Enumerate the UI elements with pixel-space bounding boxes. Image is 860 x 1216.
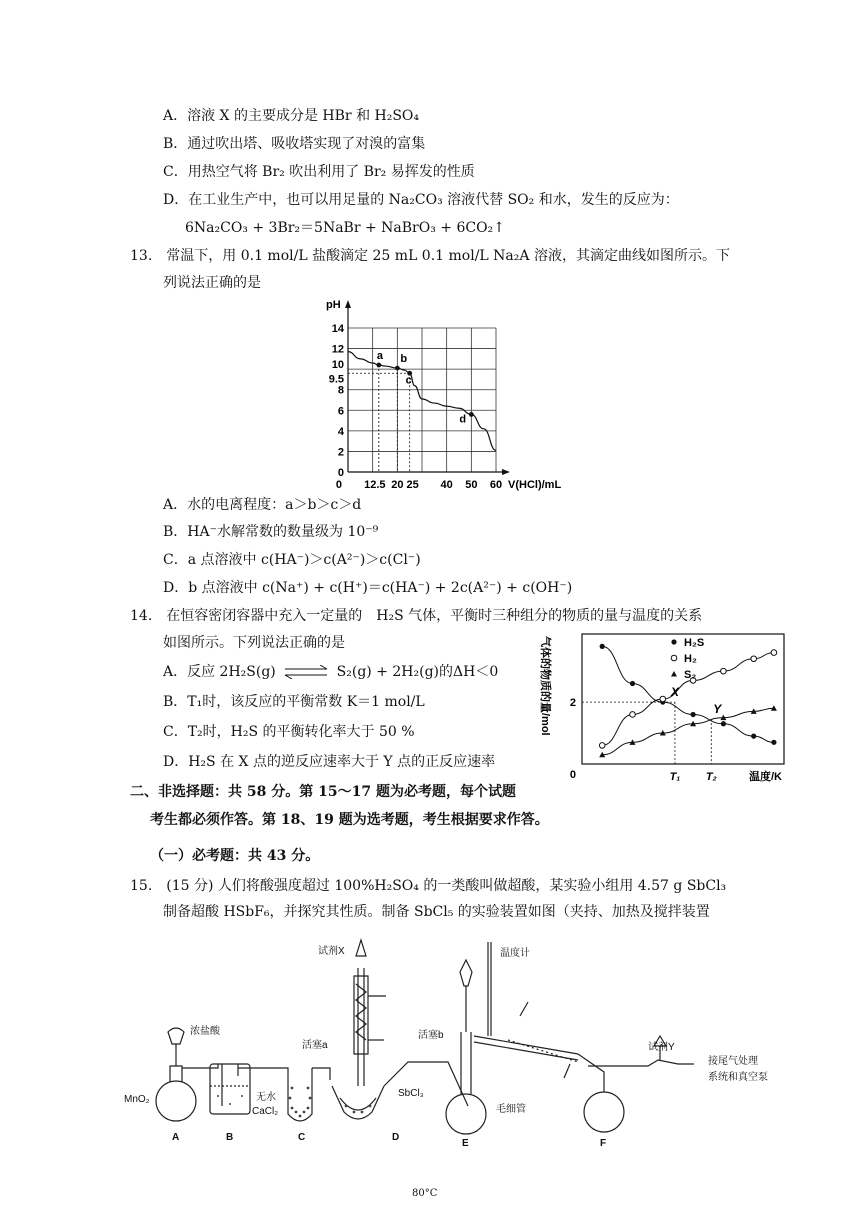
- gas-marker-h2: [599, 743, 605, 749]
- ph-point-b: [395, 366, 400, 371]
- q12-option-a: A．溶液 X 的主要成分是 HBr 和 H₂SO₄: [163, 108, 420, 124]
- gas-marker-h2s: [721, 721, 726, 726]
- ph-y-tick-label: 12: [331, 343, 344, 356]
- ph-point-label-a: a: [376, 350, 383, 363]
- gas-chart-legend: [671, 637, 704, 681]
- label-reagent-y: 试剂Y: [648, 1042, 675, 1053]
- gas-point-label-y: Y: [713, 702, 722, 717]
- q13-option-d: D．b 点溶液中 c(Na⁺) + c(H⁺)＝c(HA⁻) + 2c(A²⁻) + c(OH⁻): [163, 580, 573, 596]
- q13-option-b: B．HA⁻水解常数的数量级为 10⁻⁹: [163, 524, 379, 540]
- gas-x-tick-t1: T₁: [669, 771, 681, 783]
- q14-option-a-right: S₂(g) + 2H₂(g)的ΔH＜0: [336, 664, 499, 680]
- label-thermometer: 温度计: [500, 948, 530, 959]
- ph-y-tick-label: 6: [337, 405, 344, 418]
- ph-y-axis-arrow: [345, 300, 351, 308]
- q14-option-a: [163, 662, 498, 682]
- gas-marker-h2: [751, 656, 757, 662]
- q14-option-a-left: A．反应 2H₂S(g): [163, 664, 276, 680]
- label-cacl2: CaCl₂: [252, 1106, 279, 1117]
- ph-origin-label: 0: [335, 479, 342, 491]
- q15-stem-line1: 15. (15 分) 人们将酸强度超过 100%H₂SO₄ 的一类酸叫做超酸，某实验小组用 4.57 g SbCl₃: [130, 878, 727, 894]
- gas-origin-label: 0: [569, 769, 576, 781]
- ph-point-label-d: d: [459, 413, 467, 426]
- ph-point-d: [469, 412, 474, 417]
- label-valve-b: 活塞b: [418, 1030, 444, 1041]
- label-valve-a: 活塞a: [302, 1040, 328, 1051]
- section2-heading-line2: 考生都必须作答。第 18、19 题为选考题，考生根据要求作答。: [150, 812, 549, 828]
- label-e: E: [462, 1138, 469, 1146]
- ph-y-axis-label: pH: [326, 299, 341, 311]
- gas-legend-label: S₂: [684, 669, 697, 681]
- equilibrium-arrow-icon: [282, 665, 330, 679]
- apparatus-diagram: [118, 936, 808, 1146]
- label-c: C: [298, 1132, 306, 1143]
- ph-x-tick-label: 12.5: [364, 479, 386, 491]
- ph-x-tick-label: 20: [391, 479, 404, 491]
- gas-marker-h2: [721, 668, 727, 674]
- gas-marker-h2: [660, 696, 666, 702]
- footer-text: 80°C: [412, 1188, 438, 1199]
- gas-chart-labels: [539, 636, 782, 783]
- label-a: A: [172, 1132, 180, 1143]
- ph-y-tick-label: 8: [337, 384, 344, 397]
- ph-point-label-c: c: [405, 374, 412, 387]
- ph-x-axis-arrow: [502, 469, 510, 475]
- label-b: B: [226, 1132, 234, 1143]
- ph-y-tick-label: 9.5: [328, 373, 344, 386]
- ph-y-tick-label: 14: [331, 323, 344, 335]
- label-mno2: MnO₂: [124, 1094, 150, 1105]
- label-tail-line1: 接尾气处理: [708, 1056, 758, 1067]
- gas-x-tick-t2: T₂: [705, 771, 717, 783]
- gas-legend-label: H₂: [684, 653, 697, 665]
- apparatus-a: [156, 1028, 218, 1121]
- gas-legend-marker: [671, 655, 677, 661]
- q12-option-b: B．通过吹出塔、吸收塔实现了对溴的富集: [163, 136, 426, 152]
- apparatus-c: [288, 1068, 330, 1121]
- gas-marker-h2s: [751, 734, 756, 739]
- label-tail-line2: 系统和真空泵: [708, 1072, 768, 1083]
- ph-point-a: [376, 363, 381, 368]
- q14-option-b: B．T₁时，该反应的平衡常数 K＝1 mol/L: [163, 694, 425, 710]
- section2-heading-line1: 二、非选择题：共 58 分。第 15～17 题为必考题，每个试题: [130, 784, 516, 800]
- ph-x-axis-label: V(HCl)/mL: [508, 479, 562, 491]
- q14-option-c: C．T₂时，H₂S 的平衡转化率大于 50 %: [163, 724, 415, 740]
- gas-x-axis-label: 温度/K: [749, 771, 782, 783]
- gas-series-line: [602, 653, 774, 746]
- ph-y-tick-label: 4: [337, 425, 344, 438]
- gas-amount-temperature-chart: [520, 630, 790, 790]
- ph-chart-axes: [345, 300, 510, 475]
- ph-y-tick-label: 0: [337, 467, 344, 479]
- label-anhydrous: 无水: [256, 1092, 276, 1103]
- q12-option-c: C．用热空气将 Br₂ 吹出利用了 Br₂ 易挥发的性质: [163, 164, 475, 180]
- label-f: F: [600, 1138, 607, 1146]
- ph-chart-points: [348, 350, 474, 472]
- q13-stem-line1: 13. 常温下，用 0.1 mol/L 盐酸滴定 25 mL 0.1 mol/L Na₂A 溶液，其滴定曲线如图所示。下: [130, 248, 730, 264]
- q14-stem-line2: 如图所示。下列说法正确的是: [163, 635, 345, 651]
- label-sbcl3: SbCl₃: [398, 1088, 424, 1099]
- ph-y-tick-label: 2: [337, 446, 344, 459]
- label-d: D: [392, 1132, 400, 1143]
- ph-x-tick-label: 50: [465, 479, 478, 491]
- ph-chart-grid: [348, 328, 496, 472]
- ph-x-tick-label: 40: [440, 479, 453, 491]
- gas-marker-h2: [771, 650, 777, 656]
- label-reagent-x: 试剂X: [318, 946, 345, 957]
- gas-y-axis-label: 气体的物质的量/mol: [539, 636, 551, 736]
- ph-titration-chart: [316, 294, 586, 496]
- gas-point-label-x: X: [670, 685, 679, 700]
- ph-x-tick-label: 60: [489, 479, 503, 491]
- gas-legend-label: H₂S: [684, 637, 705, 649]
- q13-stem-line2: 列说法正确的是: [163, 275, 261, 291]
- q14-option-d: D．H₂S 在 X 点的逆反应速率大于 Y 点的正反应速率: [163, 754, 496, 770]
- q13-option-c: C．a 点溶液中 c(HA⁻)＞c(A²⁻)＞c(Cl⁻): [163, 552, 421, 568]
- gas-marker-h2s: [771, 740, 776, 745]
- gas-marker-h2s: [600, 644, 605, 649]
- apparatus-f: [578, 1036, 694, 1132]
- ph-point-label-b: b: [400, 353, 408, 366]
- ph-y-tick-label: 10: [331, 359, 344, 372]
- q13-option-a: A．水的电离程度：a＞b＞c＞d: [163, 497, 362, 513]
- label-conc-hcl: 浓盐酸: [190, 1026, 220, 1037]
- q15-stem-line2: 制备超酸 HSbF₆，并探究其性质。制备 SbCl₅ 的实验装置如图（夹持、加热及搅拌装置: [163, 904, 710, 920]
- q14-stem-line1: 14. 在恒容密闭容器中充入一定量的 H₂S 气体，平衡时三种组分的物质的量与温度的关系: [130, 608, 703, 624]
- gas-marker-h2: [630, 712, 636, 718]
- q12-equation: 6Na₂CO₃ + 3Br₂＝5NaBr + NaBrO₃ + 6CO₂↑: [185, 220, 505, 236]
- gas-marker-h2s: [691, 712, 696, 717]
- q12-option-d: D．在工业生产中，也可以用足量的 Na₂CO₃ 溶液代替 SO₂ 和水，发生的反应为：: [163, 192, 679, 208]
- label-capillary: 毛细管: [496, 1104, 526, 1115]
- gas-marker-h2s: [630, 681, 635, 686]
- gas-y-tick-label: 2: [569, 697, 576, 710]
- gas-legend-marker: [671, 671, 677, 677]
- section2-subheading: （一）必考题：共 43 分。: [150, 848, 320, 864]
- ph-x-tick-label: 25: [406, 479, 419, 491]
- gas-legend-marker: [671, 639, 676, 644]
